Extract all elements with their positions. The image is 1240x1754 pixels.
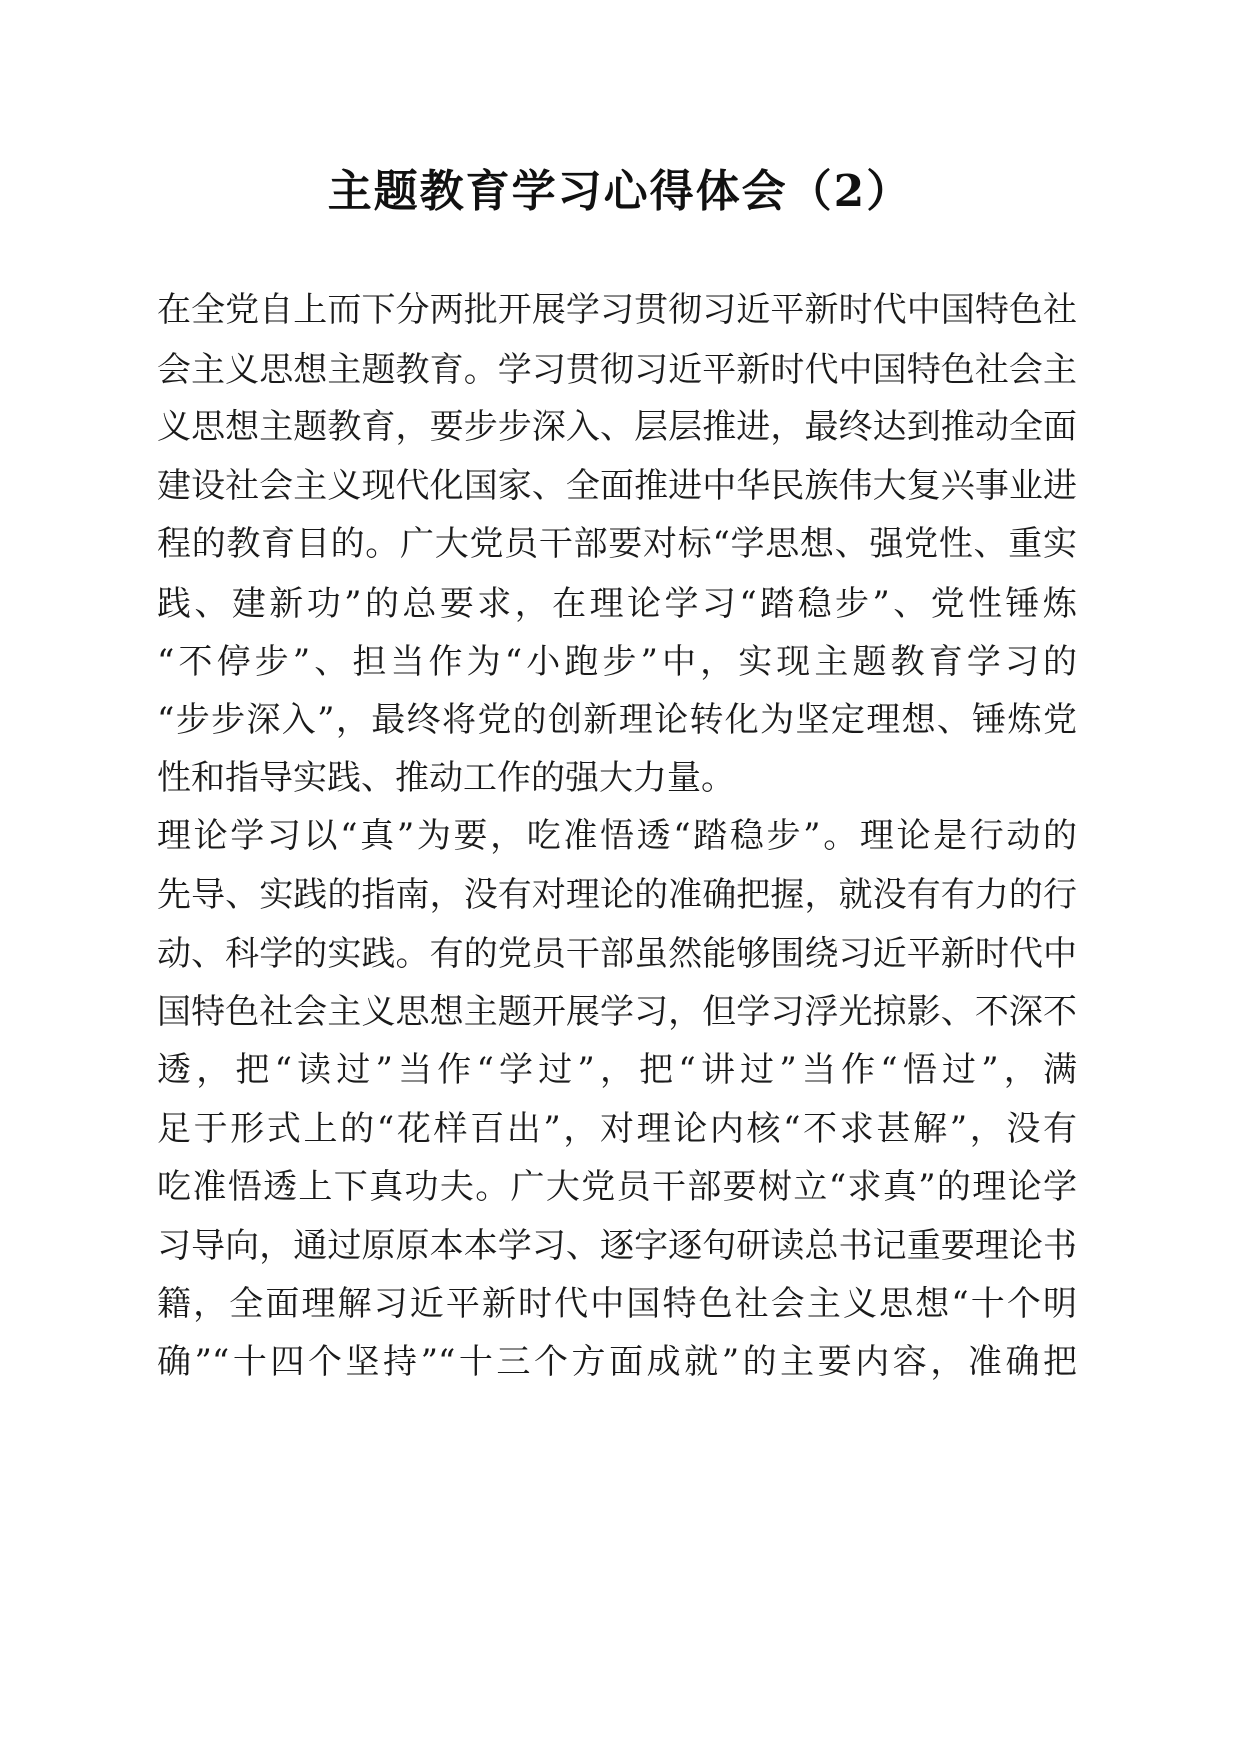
paragraph-line: 动、科学的实践。有的党员干部虽然能够围绕习近平新时代中 — [157, 934, 1077, 974]
paragraph-line: 会主义思想主题教育。学习贯彻习近平新时代中国特色社会主 — [157, 350, 1077, 390]
paragraph-line: 程的教育目的。广大党员干部要对标“学思想、强党性、重实 — [157, 524, 1077, 564]
paragraph-line: 性和指导实践、推动工作的强大力量。 — [157, 758, 735, 798]
paragraph-line: 国特色社会主义思想主题开展学习，但学习浮光掠影、不深不 — [157, 992, 1077, 1032]
paragraph-line: “不停步”、担当作为“小跑步”中，实现主题教育学习的 — [157, 642, 1077, 682]
paragraph-line: 理论学习以“真”为要，吃准悟透“踏稳步”。理论是行动的 — [157, 816, 1077, 856]
paragraph-line: 在全党自上而下分两批开展学习贯彻习近平新时代中国特色社 — [157, 290, 1077, 330]
document-title: 主题教育学习心得体会（2） — [327, 166, 913, 217]
paragraph-line: 义思想主题教育，要步步深入、层层推进，最终达到推动全面 — [157, 407, 1077, 447]
paragraph-line: 先导、实践的指南，没有对理论的准确把握，就没有有力的行 — [157, 875, 1077, 915]
paragraph-line: 足于形式上的“花样百出”，对理论内核“不求甚解”，没有 — [157, 1109, 1077, 1149]
paragraph-line: 习导向，通过原原本本学习、逐字逐句研读总书记重要理论书 — [157, 1226, 1077, 1266]
paragraph-line: 确”“十四个坚持”“十三个方面成就”的主要内容，准确把 — [157, 1342, 1077, 1382]
paragraph-line: “步步深入”，最终将党的创新理论转化为坚定理想、锤炼党 — [157, 700, 1077, 740]
paragraph-line: 建设社会主义现代化国家、全面推进中华民族伟大复兴事业进 — [157, 466, 1077, 506]
paragraph-line: 透，把“读过”当作“学过”，把“讲过”当作“悟过”，满 — [157, 1050, 1077, 1090]
paragraph-line: 籍，全面理解习近平新时代中国特色社会主义思想“十个明 — [157, 1284, 1077, 1324]
paragraph-line: 吃准悟透上下真功夫。广大党员干部要树立“求真”的理论学 — [157, 1167, 1077, 1207]
paragraph-line: 践、建新功”的总要求，在理论学习“踏稳步”、党性锤炼 — [157, 584, 1077, 624]
